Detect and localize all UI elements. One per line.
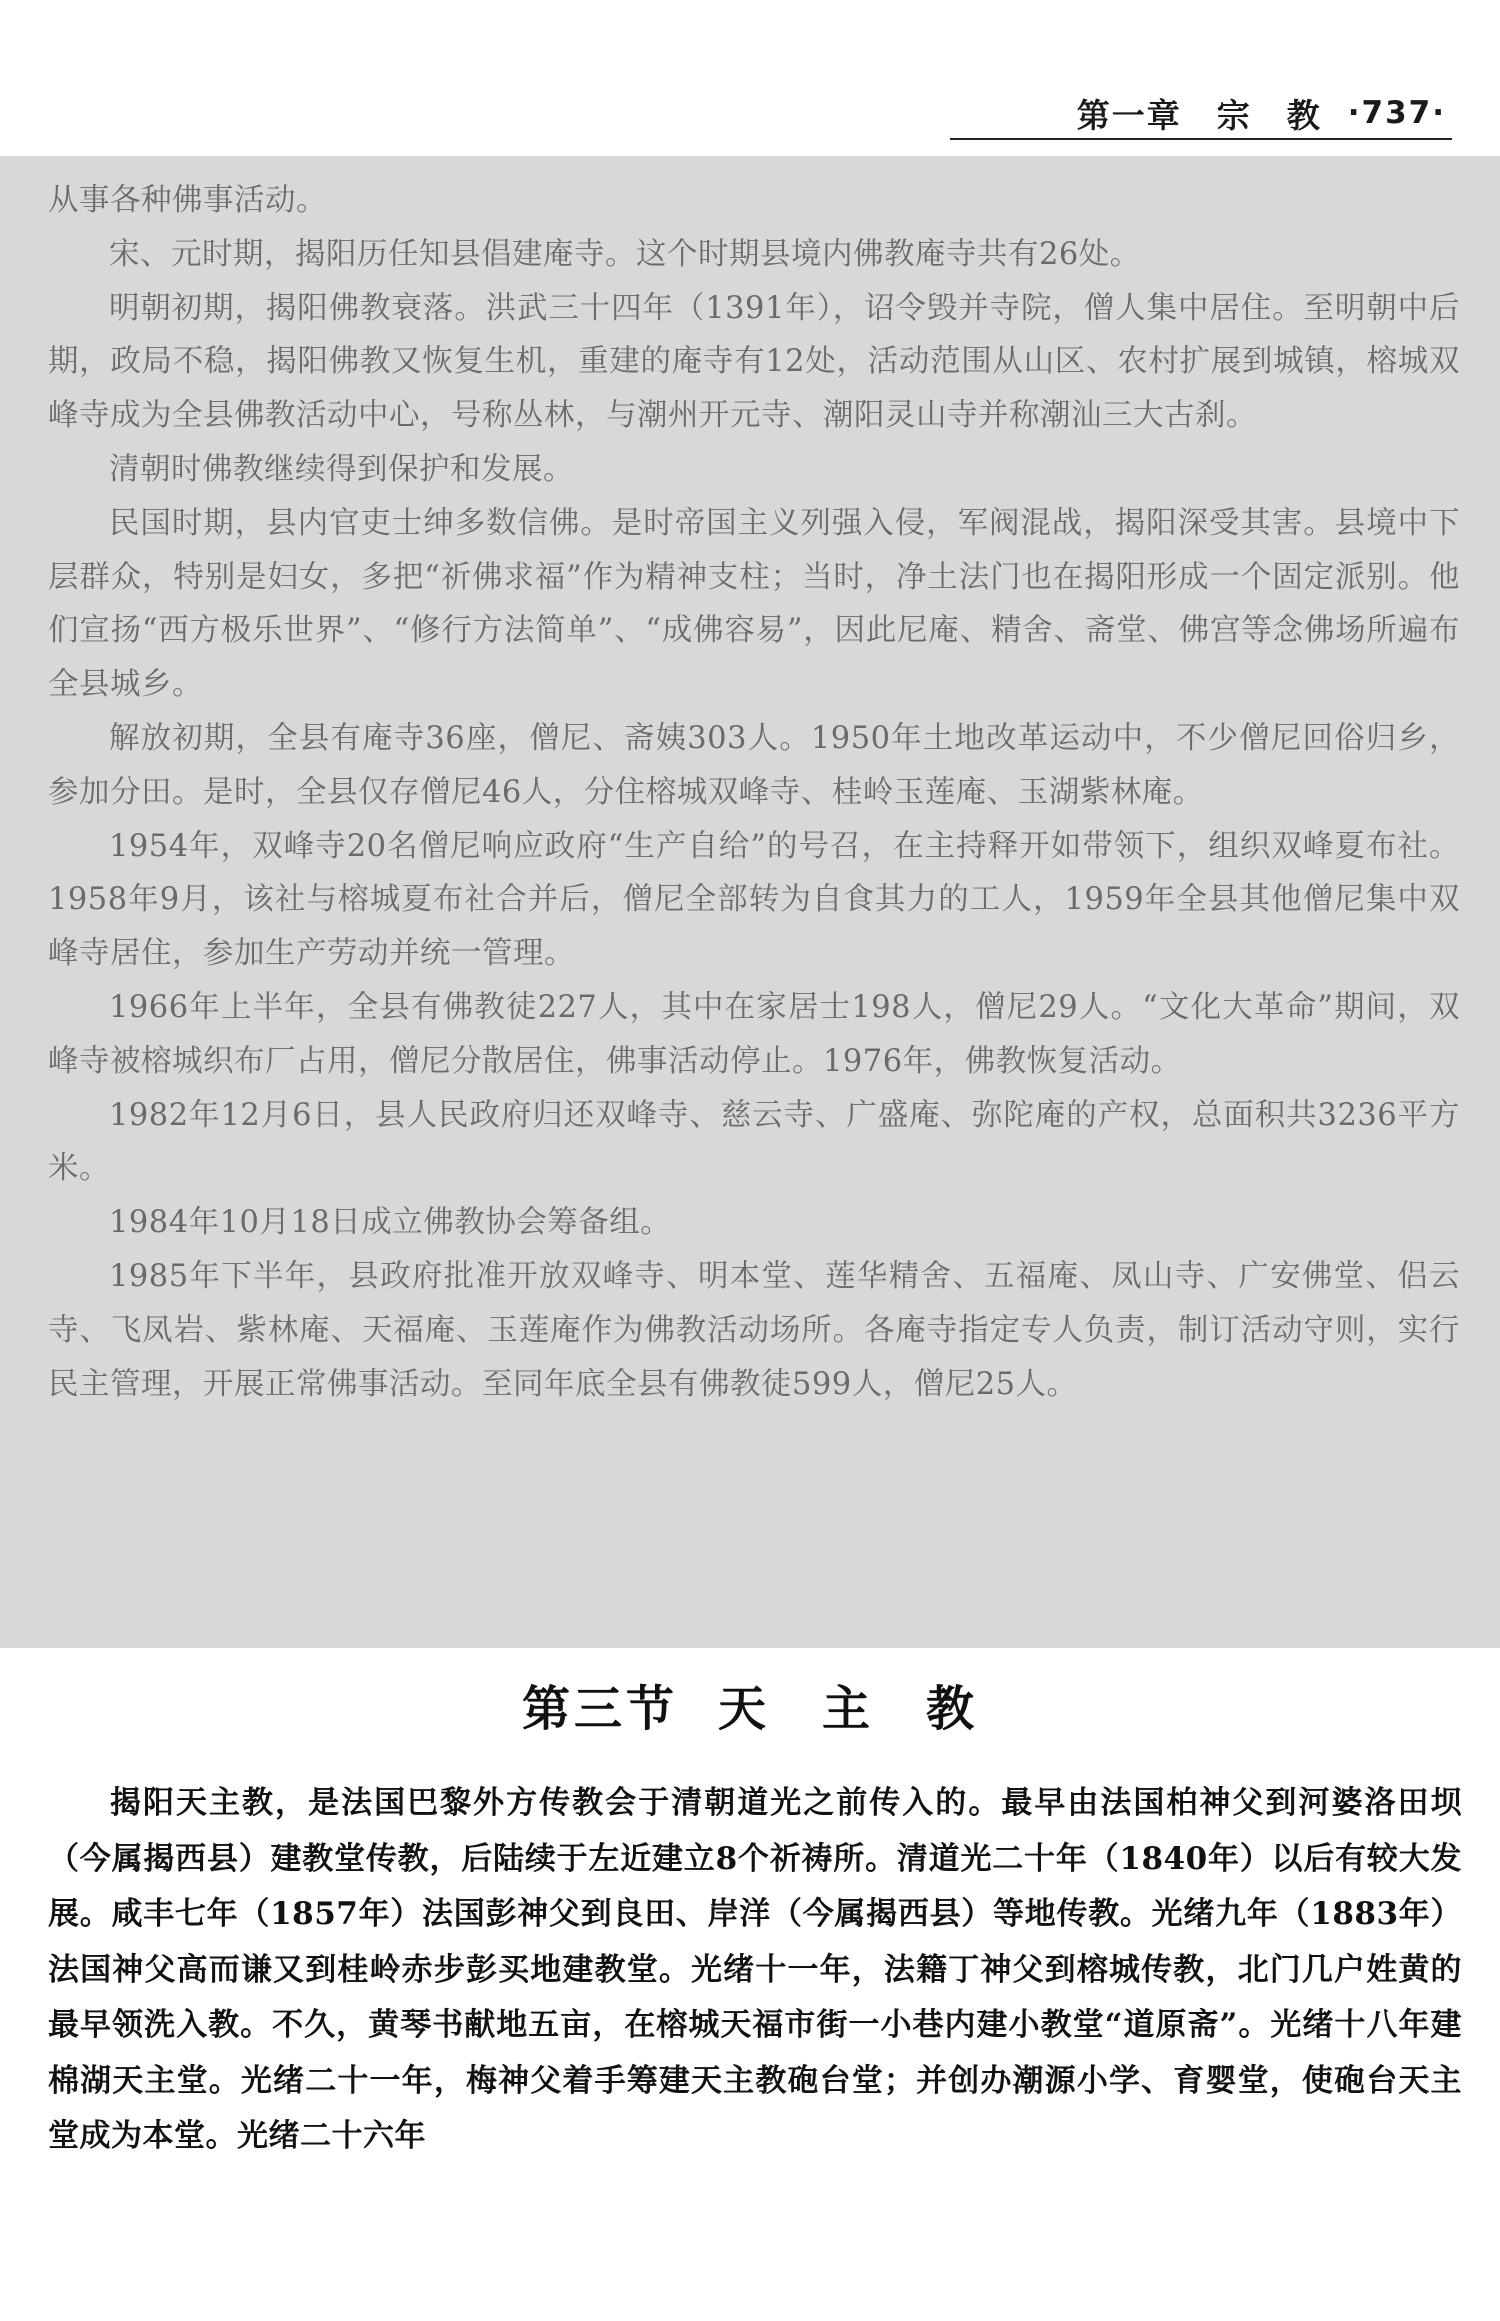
shaded-buddhism-section — [0, 156, 1500, 1648]
paragraph: 1954年，双峰寺20名僧尼响应政府“生产自给”的号召，在主持释开如带领下，组织双峰夏布社。1958年9月，该社与榕城夏布社合并后，僧尼全部转为自食其力的工人，1959年全县其他僧尼集中双峰寺居住，参加生产劳动并统一管理。 — [48, 828, 1460, 972]
section-number: 第三节 — [521, 1681, 678, 1737]
paragraph: 1966年上半年，全县有佛教徒227人，其中在家居士198人，僧尼29人。“文化大革命”期间，双峰寺被榕城织布厂占用，僧尼分散居住，佛事活动停止。1976年，佛教恢复活动。 — [48, 989, 1460, 1079]
catholicism-section-body — [48, 1776, 1462, 2165]
paragraph: 从事各种佛事活动。 — [48, 183, 327, 218]
paragraph: 1984年10月18日成立佛教协会筹备组。 — [109, 1205, 672, 1241]
paragraph: 解放初期，全县有庵寺36座，僧尼、斋姨303人。1950年土地改革运动中，不少僧尼回俗归乡，参加分田。是时，全县仅存僧尼46人，分住榕城双峰寺、桂岭玉莲庵、玉湖紫林庵。 — [48, 720, 1460, 810]
section-name: 天 主 教 — [718, 1681, 979, 1737]
paragraph: 揭阳天主教，是法国巴黎外方传教会于清朝道光之前传入的。最早由法国柏神父到河婆洛田坝（今属揭西县）建教堂传教，后陆续于左近建立8个祈祷所。清道光二十年（1840年）以后有较大发展。咸丰七年（1857年）法国彭神父到良田、岸洋（今属揭西县）等地传教。光绪九年（1883年）法国神父高而谦又到桂岭赤步彭买地建教堂。光绪十一年，法籍丁神父到榕城传教，北门几户姓黄的最早领洗入教。不久，黄琴书献地五亩，在榕城天福市街一小巷内建小教堂“道原斋”。光绪十八年建棉湖天主堂。光绪二十一年，梅神父着手筹建天主教砲台堂；并创办潮源小学、育婴堂，使砲台天主堂成为本堂。光绪二十六年 — [48, 1785, 1462, 2154]
paragraph: 明朝初期，揭阳佛教衰落。洪武三十四年（1391年），诏令毁并寺院，僧人集中居住。至明朝中后期，政局不稳，揭阳佛教又恢复生机，重建的庵寺有12处，活动范围从山区、农村扩展到城镇，榕城双峰寺成为全县佛教活动中心，号称丛林，与潮州开元寺、潮阳灵山寺并称潮汕三大古刹。 — [48, 290, 1460, 434]
paragraph: 1982年12月6日，县人民政府归还双峰寺、慈云寺、广盛庵、弥陀庵的产权，总面积共3236平方米。 — [48, 1097, 1460, 1187]
page-header — [950, 88, 1452, 140]
paragraph: 民国时期，县内官吏士绅多数信佛。是时帝国主义列强入侵，军阀混战，揭阳深受其害。县境中下层群众，特别是妇女，多把“祈佛求福”作为精神支柱；当时，净土法门也在揭阳形成一个固定派别。他们宣扬“西方极乐世界”、“修行方法简单”、“成佛容易”，因此尼庵、精舍、斋堂、佛宫等念佛场所遍布全县城乡。 — [48, 505, 1460, 703]
section-title — [0, 1670, 1500, 1739]
page-number: ·737· — [1347, 95, 1446, 131]
chapter-title: 第一章 宗 教 — [1076, 95, 1322, 135]
paragraph: 清朝时佛教继续得到保护和发展。 — [109, 451, 574, 487]
paragraph: 宋、元时期，揭阳历任知县倡建庵寺。这个时期县境内佛教庵寺共有26处。 — [109, 236, 1141, 272]
paragraph: 1985年下半年，县政府批准开放双峰寺、明本堂、莲华精舍、五福庵、凤山寺、广安佛堂、侣云寺、飞凤岩、紫林庵、天福庵、玉莲庵作为佛教活动场所。各庵寺指定专人负责，制订活动守则，实行民主管理，开展正常佛事活动。至同年底全县有佛教徒599人，僧尼25人。 — [48, 1258, 1460, 1402]
